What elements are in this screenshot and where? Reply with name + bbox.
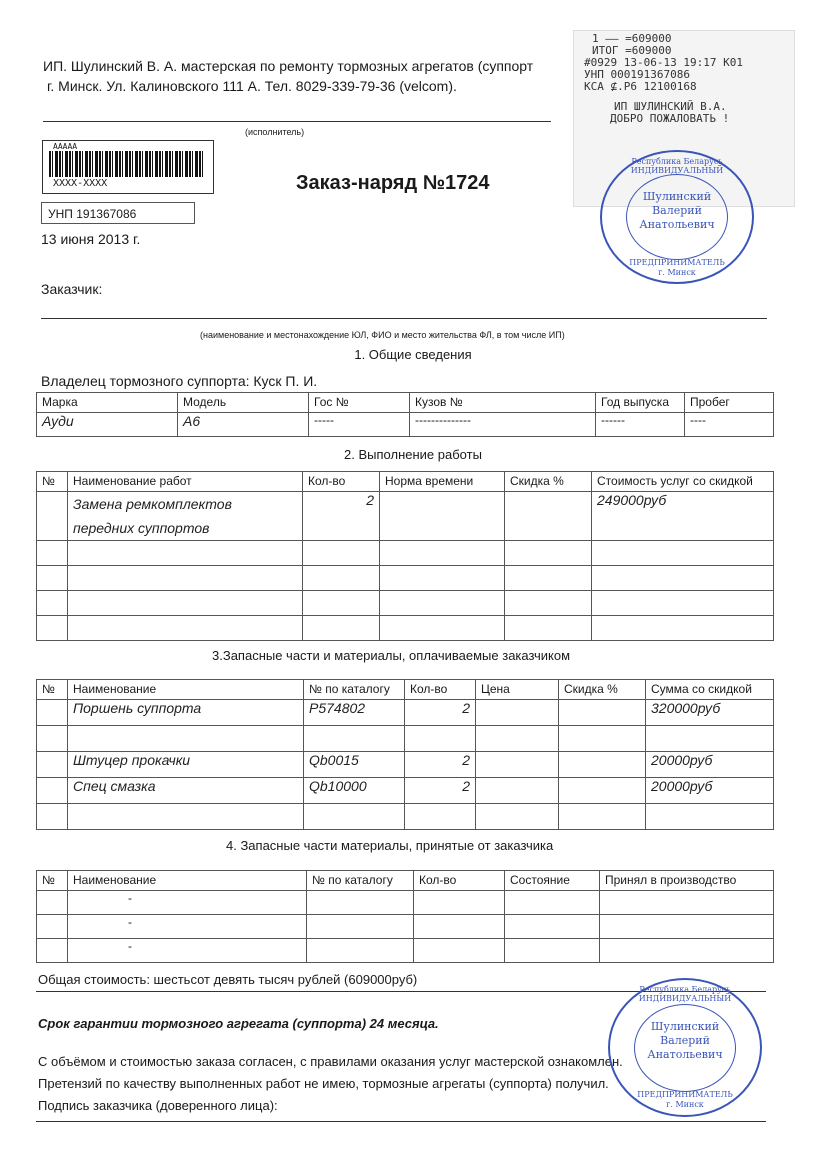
col-header: Модель bbox=[178, 393, 309, 413]
vehicle-plate: ----- bbox=[309, 413, 410, 437]
work-name: Замена ремкомплектов передних суппортов bbox=[68, 492, 303, 541]
table-row bbox=[37, 566, 774, 591]
col-header: Цена bbox=[476, 680, 559, 700]
col-header: № bbox=[37, 871, 68, 891]
stamp-name: Валерий bbox=[652, 204, 702, 217]
col-header: № bbox=[37, 472, 68, 492]
col-header: Кол-во bbox=[303, 472, 380, 492]
part-catalog: P574802 bbox=[304, 700, 405, 726]
total-cost: Общая стоимость: шестьсот девять тысяч рублей (609000руб) bbox=[38, 972, 418, 987]
col-header: Кузов № bbox=[410, 393, 596, 413]
vehicle-make: Ауди bbox=[37, 413, 178, 437]
receipt-line: ДОБРО ПОЖАЛОВАТЬ ! bbox=[610, 112, 730, 125]
dash-mark: - bbox=[68, 915, 307, 939]
parts-table bbox=[36, 679, 774, 830]
part-qty: 2 bbox=[405, 700, 476, 726]
vehicle-mileage: ---- bbox=[685, 413, 774, 437]
col-header: Наименование bbox=[68, 680, 304, 700]
table-row bbox=[37, 541, 774, 566]
col-header: Год выпуска bbox=[596, 393, 685, 413]
col-header: № по каталогу bbox=[307, 871, 414, 891]
col-header: Принял в производство bbox=[600, 871, 774, 891]
works-table bbox=[36, 471, 774, 641]
stamp-top-arc: Республика Беларусь bbox=[631, 157, 723, 166]
executor-caption: (исполнитель) bbox=[245, 127, 305, 137]
stamp-mid-arc: ИНДИВИДУАЛЬНЫЙ bbox=[638, 994, 732, 1003]
table-row bbox=[37, 700, 774, 726]
vehicle-year: ------ bbox=[596, 413, 685, 437]
stamp-bottom-arc: ПРЕДПРИНИМАТЕЛЬ bbox=[629, 258, 725, 267]
stamp-name: Анатольевич bbox=[639, 218, 715, 231]
stamp-name: Шулинский bbox=[650, 1020, 720, 1033]
unp-box: УНП 191367086 bbox=[41, 202, 195, 224]
col-header: Кол-во bbox=[414, 871, 505, 891]
stamp-mid-arc: ИНДИВИДУАЛЬНЫЙ bbox=[630, 166, 724, 175]
vehicle-body: -------------- bbox=[410, 413, 596, 437]
col-header: Гос № bbox=[309, 393, 410, 413]
col-header: Состояние bbox=[505, 871, 600, 891]
col-header: Скидка % bbox=[559, 680, 646, 700]
col-header: № bbox=[37, 680, 68, 700]
customer-parts-table bbox=[36, 870, 774, 963]
part-catalog: Qb0015 bbox=[304, 752, 405, 778]
stamp-name: Анатольевич bbox=[647, 1048, 723, 1061]
work-cost: 249000руб bbox=[592, 492, 774, 541]
part-name: Штуцер прокачки bbox=[68, 752, 304, 778]
receipt-line: КСА ⊈.Р6 12100168 bbox=[584, 80, 697, 93]
col-header: Сумма со скидкой bbox=[646, 680, 774, 700]
executor-address: г. Минск. Ул. Калиновского 111 А. Тел. 8029-339-79-36 (velcom). bbox=[47, 78, 457, 94]
col-header: Пробег bbox=[685, 393, 774, 413]
part-sum: 20000руб bbox=[646, 752, 774, 778]
section4-title: 4. Запасные части материалы, принятые от заказчика bbox=[226, 838, 554, 853]
table-row bbox=[37, 915, 774, 939]
col-header: Скидка % bbox=[505, 472, 592, 492]
agreement-line: С объёмом и стоимостью заказа согласен, с правилами оказания услуг мастерской ознакомлен. bbox=[38, 1054, 623, 1069]
part-name: Поршень суппорта bbox=[68, 700, 304, 726]
owner-line: Владелец тормозного суппорта: Куск П. И. bbox=[41, 373, 318, 389]
stamp-top-arc: Республика Беларусь bbox=[639, 985, 731, 994]
part-qty: 2 bbox=[405, 752, 476, 778]
section3-title: 3.Запасные части и материалы, оплачиваемые заказчиком bbox=[212, 648, 571, 663]
table-row bbox=[37, 616, 774, 641]
stamp-bottom-arc: ПРЕДПРИНИМАТЕЛЬ bbox=[637, 1090, 733, 1099]
executor-line bbox=[43, 121, 551, 122]
part-name: Спец смазка bbox=[68, 778, 304, 804]
work-qty: 2 bbox=[303, 492, 380, 541]
col-header: Кол-во bbox=[405, 680, 476, 700]
page-title: Заказ-наряд №1724 bbox=[296, 172, 490, 194]
receipt-line: 1 —— =609000 bbox=[592, 32, 672, 45]
receipt-line: УНП 000191367086 bbox=[584, 68, 690, 81]
customer-line bbox=[41, 318, 767, 319]
table-row bbox=[37, 591, 774, 616]
barcode-bars bbox=[49, 151, 205, 177]
part-sum: 320000руб bbox=[646, 700, 774, 726]
section2-title: 2. Выполнение работы bbox=[344, 447, 482, 462]
col-header: Марка bbox=[37, 393, 178, 413]
barcode-top-text: ААААА bbox=[53, 142, 78, 151]
vehicle-table bbox=[36, 392, 774, 437]
table-row bbox=[37, 492, 774, 541]
stamp-name: Валерий bbox=[660, 1034, 710, 1047]
table-row bbox=[37, 939, 774, 963]
customer-caption: (наименование и местонахождение ЮЛ, ФИО и место жительства ФЛ, в том числе ИП) bbox=[200, 330, 565, 340]
vehicle-model: А6 bbox=[178, 413, 309, 437]
stamp-name: Шулинский bbox=[642, 190, 712, 203]
dash-mark: - bbox=[68, 939, 307, 963]
col-header: Наименование работ bbox=[68, 472, 303, 492]
table-row bbox=[37, 804, 774, 830]
customer-label: Заказчик: bbox=[41, 281, 103, 297]
barcode-label bbox=[42, 140, 214, 194]
col-header: Стоимость услуг со скидкой bbox=[592, 472, 774, 492]
receipt-line: ИП ШУЛИНСКИЙ В.А. bbox=[614, 100, 727, 113]
barcode-bottom-text: XXXX-XXXX bbox=[53, 178, 108, 189]
table-row bbox=[37, 726, 774, 752]
col-header: № по каталогу bbox=[304, 680, 405, 700]
col-header: Норма времени bbox=[380, 472, 505, 492]
stamp-city: г. Минск bbox=[666, 1100, 704, 1109]
company-stamp bbox=[608, 978, 762, 1117]
signature-line bbox=[36, 1121, 766, 1122]
table-row bbox=[37, 891, 774, 915]
section1-title: 1. Общие сведения bbox=[354, 347, 472, 362]
warranty-text: Срок гарантии тормозного агрегата (суппорта) 24 месяца. bbox=[38, 1016, 439, 1031]
table-row bbox=[37, 752, 774, 778]
part-sum: 20000руб bbox=[646, 778, 774, 804]
agreement-line: Претензий по качеству выполненных работ не имею, тормозные агрегаты (суппорта) получил. bbox=[38, 1076, 609, 1091]
company-stamp bbox=[600, 150, 754, 284]
order-date: 13 июня 2013 г. bbox=[41, 231, 141, 247]
part-catalog: Qb10000 bbox=[304, 778, 405, 804]
executor-name: ИП. Шулинский В. А. мастерская по ремонту тормозных агрегатов (суппорт bbox=[43, 58, 534, 74]
dash-mark: - bbox=[68, 891, 307, 915]
part-qty: 2 bbox=[405, 778, 476, 804]
table-row bbox=[37, 778, 774, 804]
col-header: Наименование bbox=[68, 871, 307, 891]
receipt-line: ИТОГ =609000 bbox=[592, 44, 672, 57]
signature-label: Подпись заказчика (доверенного лица): bbox=[38, 1098, 278, 1113]
receipt-line: #0929 13-06-13 19:17 К01 bbox=[584, 56, 743, 69]
stamp-city: г. Минск bbox=[658, 268, 696, 277]
